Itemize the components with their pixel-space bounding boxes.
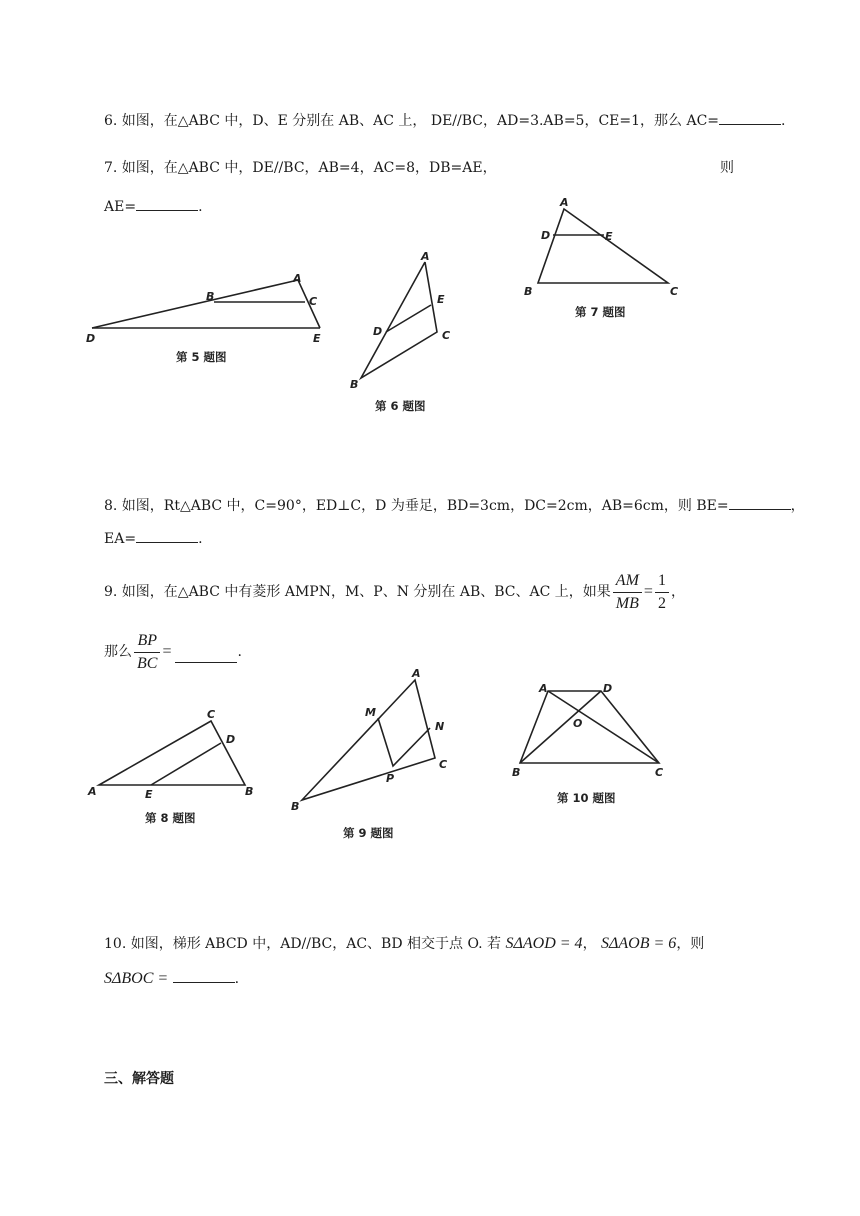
figure-segment	[548, 691, 659, 763]
figure-10	[505, 680, 675, 780]
figure-7-caption: 第 7 题图	[575, 305, 626, 319]
math-expression: SΔBOC =	[104, 970, 169, 987]
figure-8-caption: 第 8 题图	[145, 811, 196, 825]
question-7-then: 则	[720, 160, 734, 176]
answer-blank	[173, 968, 235, 983]
question-7	[104, 158, 497, 178]
figure-segment	[520, 691, 601, 763]
point-label: C	[439, 758, 448, 771]
figure-9-caption: 第 9 题图	[343, 826, 394, 840]
answer-blank	[136, 528, 198, 543]
question-9-line2	[104, 628, 242, 676]
question-10-line2	[104, 968, 239, 989]
point-label: A	[421, 250, 430, 263]
figure-segment	[361, 262, 437, 378]
point-label: E	[145, 788, 153, 801]
fraction-denominator: MB	[615, 594, 639, 612]
question-8	[104, 495, 805, 516]
point-label: M	[365, 706, 376, 719]
point-label: C	[442, 329, 451, 342]
section-heading: 三、解答题	[104, 1071, 174, 1087]
question-8-line2	[104, 528, 203, 549]
point-label: B	[350, 378, 359, 391]
point-label: B	[291, 800, 300, 813]
fraction-denominator: BC	[137, 654, 158, 672]
point-label: N	[435, 720, 445, 733]
figure-8	[85, 705, 265, 805]
figure-segment	[302, 680, 435, 800]
point-label: C	[207, 708, 216, 721]
figure-7	[520, 195, 690, 298]
math-expression: SΔAOD = 4	[505, 935, 583, 952]
point-label: D	[226, 733, 236, 746]
period: .	[234, 971, 240, 987]
point-label: E	[605, 230, 613, 243]
question-8-answer-label: EA=	[104, 531, 137, 547]
fraction-bp-bc	[134, 630, 160, 675]
period: .	[198, 199, 203, 215]
math-expression: SΔAOB = 6	[601, 935, 677, 952]
point-label: A	[88, 785, 97, 798]
comma: ，	[582, 936, 597, 952]
fraction-numerator: BP	[134, 630, 160, 653]
answer-blank	[719, 110, 781, 125]
figure-segment	[378, 718, 430, 766]
question-9-text: 9. 如图，在△ABC 中有菱形 AMPN，M、P、N 分别在 AB、BC、AC 上，如果	[104, 584, 611, 600]
point-label: D	[373, 325, 383, 338]
figure-segment	[92, 280, 320, 328]
point-label: B	[245, 785, 254, 798]
period: .	[198, 531, 203, 547]
point-label: A	[293, 272, 302, 285]
answer-blank	[175, 648, 237, 663]
question-10	[104, 934, 704, 954]
figure-5	[80, 270, 340, 350]
fraction-numerator: AM	[613, 570, 642, 593]
point-label: C	[655, 766, 664, 779]
figure-6-caption: 第 6 题图	[375, 399, 426, 413]
equals-sign: =	[643, 583, 653, 600]
question-10-text: 10. 如图，梯形 ABCD 中，AD//BC，AC、BD 相交于点 O. 若	[104, 936, 502, 952]
figure-segment	[538, 209, 668, 283]
figure-10-caption: 第 10 题图	[557, 791, 616, 805]
point-label: B	[512, 766, 521, 779]
comma: ，	[670, 584, 685, 600]
point-label: C	[670, 285, 679, 298]
point-label: E	[313, 332, 321, 345]
figure-6	[345, 250, 465, 395]
period: .	[237, 644, 242, 660]
point-label: A	[560, 196, 569, 209]
figure-5-caption: 第 5 题图	[176, 350, 227, 364]
point-label: D	[541, 229, 551, 242]
figure-9	[285, 662, 465, 812]
point-label: B	[206, 290, 215, 303]
point-label: B	[524, 285, 533, 298]
point-label: P	[386, 772, 395, 785]
figure-segment	[99, 721, 245, 785]
point-label: A	[539, 682, 548, 695]
point-label: A	[412, 667, 421, 680]
answer-blank	[136, 196, 198, 211]
fraction-am-mb	[613, 570, 642, 615]
figure-segment	[386, 305, 431, 332]
point-label: D	[603, 682, 613, 695]
question-7-line2	[104, 196, 203, 217]
period: .	[781, 113, 786, 129]
point-label: C	[309, 295, 318, 308]
point-label: E	[437, 293, 445, 306]
point-label: D	[86, 332, 96, 345]
question-8-text: 8. 如图，Rt△ABC 中，C=90°，ED⊥C，D 为垂足，BD=3cm，DC=2cm，AB=6cm，则 BE=	[104, 498, 729, 514]
fraction-numerator: 1	[655, 570, 669, 593]
point-label: O	[573, 717, 583, 730]
fraction-one-half	[655, 570, 669, 615]
question-6-text: 6. 如图，在△ABC 中，D、E 分别在 AB、AC 上， DE//BC，AD=3.AB=5，CE=1，那么 AC=	[104, 113, 720, 129]
question-9-prefix: 那么	[104, 644, 132, 660]
comma: ，	[790, 498, 805, 514]
question-6	[104, 110, 785, 131]
question-9	[104, 568, 685, 616]
question-7-answer-label: AE=	[104, 199, 137, 215]
equals-sign: =	[162, 643, 172, 660]
answer-blank	[729, 495, 791, 510]
question-7-text: 7. 如图，在△ABC 中，DE//BC，AB=4，AC=8，DB=AE，	[104, 160, 497, 176]
fraction-denominator: 2	[657, 594, 666, 612]
question-10-then: ，则	[676, 936, 705, 952]
